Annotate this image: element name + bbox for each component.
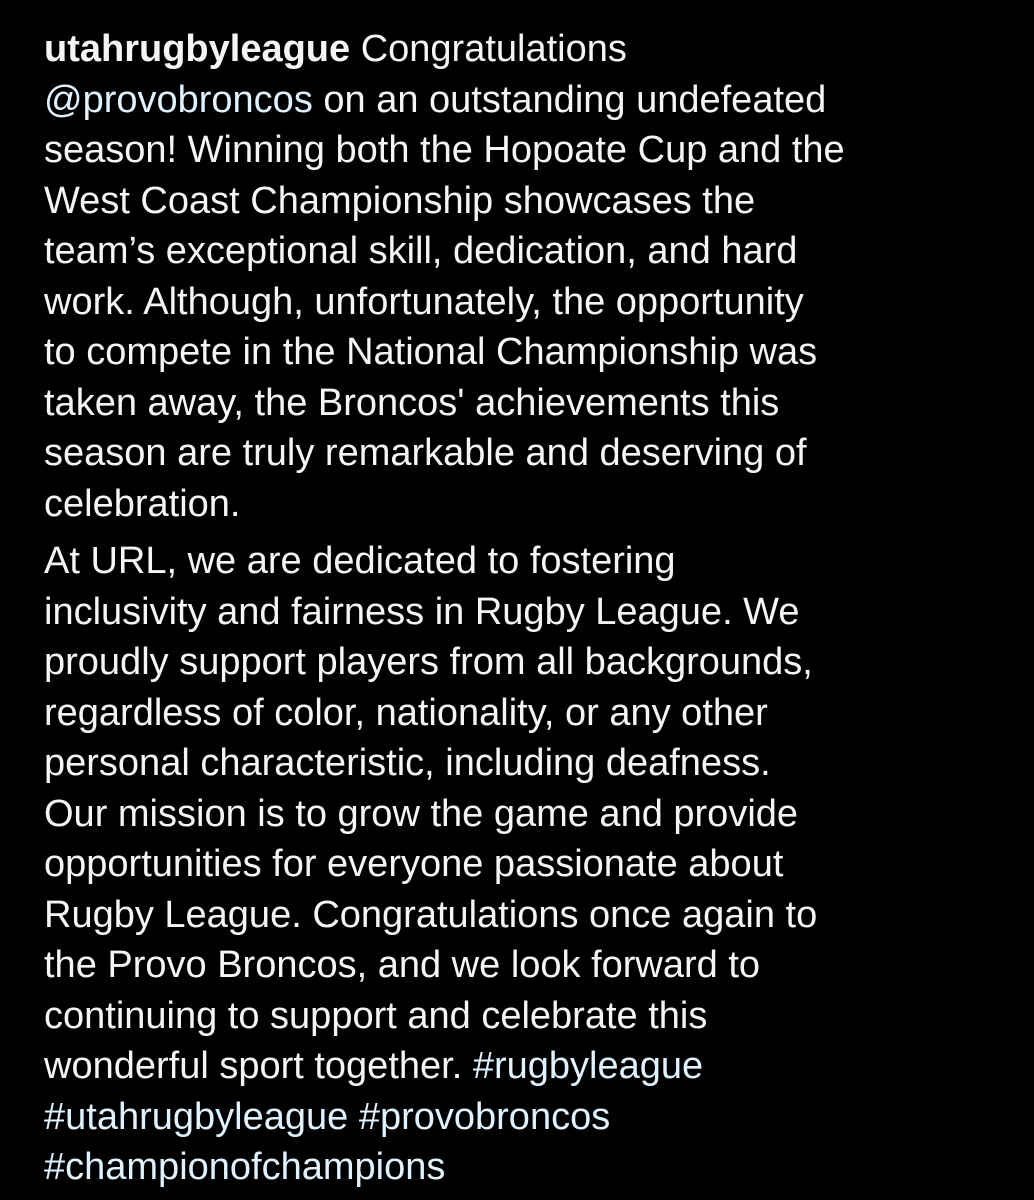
hashtag-utahrugbyleague[interactable]: #utahrugbyleague (44, 1095, 349, 1138)
caption-text: personal characteristic, including deafness. (44, 742, 771, 784)
caption-text: work. Although, unfortunately, the opportunity (44, 280, 804, 323)
caption-text: celebration. (44, 482, 241, 525)
post-caption (44, 24, 1009, 1193)
caption-text: Our mission is to grow the game and provide (44, 792, 799, 835)
caption-text: continuing to support and celebrate this (44, 994, 708, 1037)
caption-line (44, 1041, 1009, 1092)
caption-text: the Provo Broncos, and we look forward to (44, 944, 761, 986)
caption-text: taken away, the Broncos' achievements this (44, 381, 780, 424)
caption-text: regardless of color, nationality, or any other (44, 691, 768, 734)
caption-text: on an outstanding undefeated (312, 78, 827, 121)
mention-link[interactable]: @provobroncos (44, 78, 313, 121)
caption-text: team’s exceptional skill, dedication, and hard (44, 230, 798, 272)
caption-line (44, 75, 1009, 126)
caption-line (44, 1092, 1009, 1143)
caption-text: to compete in the National Championship was (44, 331, 818, 373)
username-link[interactable]: utahrugbyleague (44, 28, 351, 70)
caption-line (44, 1142, 1009, 1193)
caption-text: Rugby League. Congratulations once again to (44, 893, 818, 936)
paragraph-gap (44, 529, 1009, 536)
caption-text: season are truly remarkable and deserving of (44, 432, 807, 474)
hashtag-championofchampions[interactable]: #championofchampions (44, 1146, 446, 1188)
caption-text: inclusivity and fairness in Rugby League. We (44, 590, 800, 633)
caption-text: opportunities for everyone passionate about (44, 843, 784, 885)
hashtag-provobroncos[interactable]: #provobroncos (358, 1095, 611, 1138)
caption-text: Congratulations (350, 28, 627, 70)
caption-text: proudly support players from all backgrounds, (44, 641, 813, 683)
caption-text: West Coast Championship showcases the (44, 179, 756, 222)
hashtag-rugbyleague[interactable]: #rugbyleague (472, 1045, 704, 1087)
caption-line (44, 24, 1009, 75)
caption-text: season! Winning both the Hopoate Cup and the (44, 129, 845, 171)
caption-text: At URL, we are dedicated to fostering (44, 540, 676, 582)
caption-text: wonderful sport together. (44, 1045, 473, 1087)
